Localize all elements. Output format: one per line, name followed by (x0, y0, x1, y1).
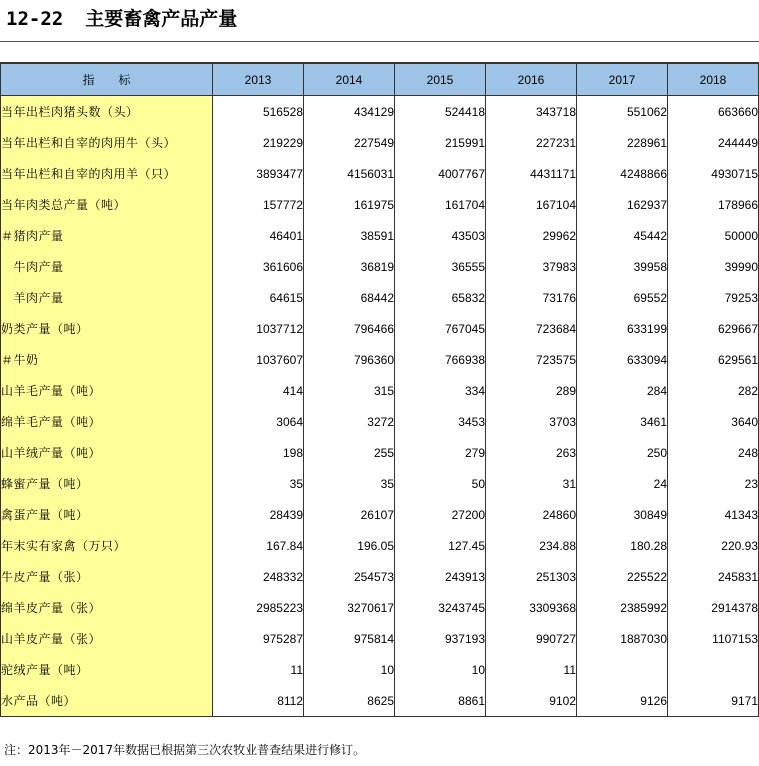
row-label: 牛肉产量 (1, 251, 213, 282)
cell-value: 516528 (213, 96, 304, 128)
title-divider (0, 41, 759, 42)
table-row (1, 282, 759, 313)
table-row (1, 220, 759, 251)
row-label: 山羊毛产量（吨） (1, 375, 213, 406)
cell-value: 414 (213, 375, 304, 406)
cell-value: 35 (213, 468, 304, 499)
cell-value: 73176 (486, 282, 577, 313)
row-label: 绵羊毛产量（吨） (1, 406, 213, 437)
cell-value: 3453 (395, 406, 486, 437)
cell-value: 225522 (577, 561, 668, 592)
cell-value: 3461 (577, 406, 668, 437)
cell-value: 334 (395, 375, 486, 406)
cell-value: 3064 (213, 406, 304, 437)
cell-value: 975287 (213, 623, 304, 654)
cell-value: 3270617 (304, 592, 395, 623)
table-row (1, 530, 759, 561)
cell-value: 9102 (486, 685, 577, 717)
cell-value: 3703 (486, 406, 577, 437)
cell-value: 28439 (213, 499, 304, 530)
cell-value: 282 (668, 375, 759, 406)
cell-value: 38591 (304, 220, 395, 251)
cell-value: 50000 (668, 220, 759, 251)
cell-value: 9171 (668, 685, 759, 717)
cell-value: 243913 (395, 561, 486, 592)
cell-value: 36555 (395, 251, 486, 282)
row-label: ＃猪肉产量 (1, 220, 213, 251)
cell-value: 10 (304, 654, 395, 685)
cell-value: 30849 (577, 499, 668, 530)
cell-value: 279 (395, 437, 486, 468)
cell-value: 524418 (395, 96, 486, 128)
row-label: 禽蛋产量（吨） (1, 499, 213, 530)
cell-value: 3893477 (213, 158, 304, 189)
table-row (1, 313, 759, 344)
cell-value: 251303 (486, 561, 577, 592)
cell-value: 196.05 (304, 530, 395, 561)
table-row (1, 406, 759, 437)
cell-value: 234.88 (486, 530, 577, 561)
cell-value: 161704 (395, 189, 486, 220)
row-label: 当年出栏肉猪头数（头） (1, 96, 213, 128)
cell-value: 41343 (668, 499, 759, 530)
cell-value: 343718 (486, 96, 577, 128)
header-year: 2013 (213, 63, 304, 96)
table-row (1, 592, 759, 623)
table-row (1, 375, 759, 406)
cell-value: 167104 (486, 189, 577, 220)
page-title (6, 4, 237, 34)
table-row (1, 623, 759, 654)
cell-value: 9126 (577, 685, 668, 717)
cell-value: 157772 (213, 189, 304, 220)
cell-value: 3243745 (395, 592, 486, 623)
cell-value: 255 (304, 437, 395, 468)
cell-value: 723575 (486, 344, 577, 375)
cell-value: 29962 (486, 220, 577, 251)
row-label: 蜂蜜产量（吨） (1, 468, 213, 499)
table-row (1, 468, 759, 499)
row-label: ＃牛奶 (1, 344, 213, 375)
cell-value: 1037607 (213, 344, 304, 375)
cell-value: 43503 (395, 220, 486, 251)
cell-value: 315 (304, 375, 395, 406)
cell-value: 24 (577, 468, 668, 499)
cell-value: 23 (668, 468, 759, 499)
table-row (1, 561, 759, 592)
cell-value: 629667 (668, 313, 759, 344)
table-row (1, 251, 759, 282)
table-row (1, 96, 759, 128)
cell-value: 284 (577, 375, 668, 406)
cell-value: 796360 (304, 344, 395, 375)
cell-value: 11 (213, 654, 304, 685)
cell-value: 248 (668, 437, 759, 468)
row-label: 年末实有家禽（万只） (1, 530, 213, 561)
table-row (1, 344, 759, 375)
cell-value: 127.45 (395, 530, 486, 561)
table-number: 12-22 (6, 8, 64, 30)
row-label: 山羊皮产量（张） (1, 623, 213, 654)
cell-value: 254573 (304, 561, 395, 592)
cell-value: 220.93 (668, 530, 759, 561)
table-row (1, 127, 759, 158)
cell-value: 65832 (395, 282, 486, 313)
row-label: 绵羊皮产量（张） (1, 592, 213, 623)
cell-value: 27200 (395, 499, 486, 530)
row-label: 当年出栏和自宰的肉用羊（只） (1, 158, 213, 189)
cell-value: 3272 (304, 406, 395, 437)
cell-value: 4007767 (395, 158, 486, 189)
cell-value: 3309368 (486, 592, 577, 623)
cell-value: 79253 (668, 282, 759, 313)
row-label: 奶类产量（吨） (1, 313, 213, 344)
table-row (1, 158, 759, 189)
cell-value: 975814 (304, 623, 395, 654)
row-label: 当年出栏和自宰的肉用牛（头） (1, 127, 213, 158)
cell-value: 796466 (304, 313, 395, 344)
row-label: 当年肉类总产量（吨） (1, 189, 213, 220)
cell-value: 45442 (577, 220, 668, 251)
table-row (1, 499, 759, 530)
row-label: 水产品（吨） (1, 685, 213, 717)
footnote: 注：2013年－2017年数据已根据第三次农牧业普查结果进行修订。 (4, 743, 366, 757)
cell-value: 663660 (668, 96, 759, 128)
cell-value: 434129 (304, 96, 395, 128)
cell-value: 161975 (304, 189, 395, 220)
cell-value: 551062 (577, 96, 668, 128)
cell-value: 2385992 (577, 592, 668, 623)
cell-value: 3640 (668, 406, 759, 437)
cell-value: 244449 (668, 127, 759, 158)
cell-value: 162937 (577, 189, 668, 220)
cell-value: 361606 (213, 251, 304, 282)
cell-value: 46401 (213, 220, 304, 251)
cell-value: 37983 (486, 251, 577, 282)
cell-value: 68442 (304, 282, 395, 313)
cell-value: 4156031 (304, 158, 395, 189)
cell-value: 8625 (304, 685, 395, 717)
cell-value: 36819 (304, 251, 395, 282)
row-label: 牛皮产量（张） (1, 561, 213, 592)
cell-value: 723684 (486, 313, 577, 344)
header-year: 2017 (577, 63, 668, 96)
cell-value: 198 (213, 437, 304, 468)
cell-value: 227231 (486, 127, 577, 158)
cell-value: 228961 (577, 127, 668, 158)
cell-value (668, 654, 759, 685)
cell-value: 767045 (395, 313, 486, 344)
cell-value: 633094 (577, 344, 668, 375)
cell-value: 215991 (395, 127, 486, 158)
cell-value: 35 (304, 468, 395, 499)
cell-value: 39958 (577, 251, 668, 282)
cell-value: 4431171 (486, 158, 577, 189)
cell-value: 263 (486, 437, 577, 468)
cell-value: 178966 (668, 189, 759, 220)
row-label: 羊肉产量 (1, 282, 213, 313)
header-row (1, 63, 759, 96)
cell-value: 227549 (304, 127, 395, 158)
cell-value: 766938 (395, 344, 486, 375)
cell-value (577, 654, 668, 685)
cell-value: 245831 (668, 561, 759, 592)
cell-value: 39990 (668, 251, 759, 282)
cell-value: 31 (486, 468, 577, 499)
cell-value: 633199 (577, 313, 668, 344)
cell-value: 937193 (395, 623, 486, 654)
header-year: 2018 (668, 63, 759, 96)
cell-value: 26107 (304, 499, 395, 530)
cell-value: 24860 (486, 499, 577, 530)
cell-value: 8112 (213, 685, 304, 717)
cell-value: 1107153 (668, 623, 759, 654)
cell-value: 1887030 (577, 623, 668, 654)
cell-value: 2985223 (213, 592, 304, 623)
cell-value: 11 (486, 654, 577, 685)
row-label: 驼绒产量（吨） (1, 654, 213, 685)
table-title: 主要畜禽产品产量 (85, 8, 238, 30)
header-indicator: 指 标 (1, 63, 213, 96)
cell-value: 250 (577, 437, 668, 468)
table-row (1, 189, 759, 220)
cell-value: 64615 (213, 282, 304, 313)
table-body (1, 96, 759, 717)
cell-value: 10 (395, 654, 486, 685)
cell-value: 990727 (486, 623, 577, 654)
cell-value: 4930715 (668, 158, 759, 189)
livestock-products-table (0, 62, 759, 717)
table-row (1, 685, 759, 717)
table-row (1, 437, 759, 468)
cell-value: 69552 (577, 282, 668, 313)
cell-value: 1037712 (213, 313, 304, 344)
table-row (1, 654, 759, 685)
cell-value: 8861 (395, 685, 486, 717)
cell-value: 50 (395, 468, 486, 499)
cell-value: 248332 (213, 561, 304, 592)
cell-value: 4248866 (577, 158, 668, 189)
cell-value: 629561 (668, 344, 759, 375)
header-year: 2014 (304, 63, 395, 96)
cell-value: 289 (486, 375, 577, 406)
header-year: 2015 (395, 63, 486, 96)
cell-value: 2914378 (668, 592, 759, 623)
cell-value: 180.28 (577, 530, 668, 561)
header-year: 2016 (486, 63, 577, 96)
cell-value: 219229 (213, 127, 304, 158)
row-label: 山羊绒产量（吨） (1, 437, 213, 468)
cell-value: 167.84 (213, 530, 304, 561)
